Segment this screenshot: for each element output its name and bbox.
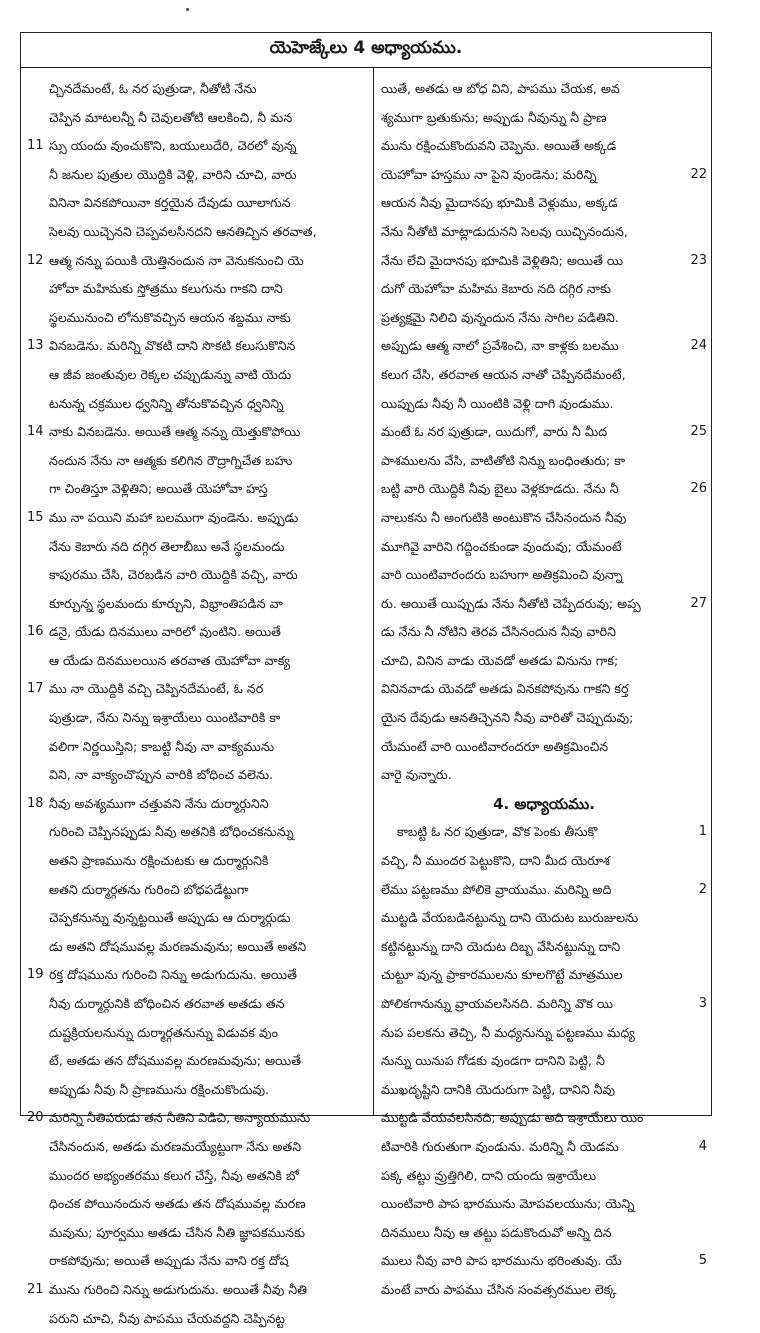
line-text: లేము పట్టణము పోలికె వ్రాయుము. మరిన్ని అది [381,881,612,897]
line-text: మరిన్ని నీతిపరుడు తన నీతిని విడిచి, అన్యాయమును [49,1110,311,1126]
text-line [27,533,367,562]
line-text: నేను కెబారు నది దగ్గిర తెలాబీబు అనే స్థలమందు [49,538,285,554]
line-text: నందున నేను నా ఆత్మకు కలిగిన రౌద్రాగ్నిచేత బహు [49,452,293,468]
verse-number: 11 [27,138,44,154]
text-line [381,1104,707,1133]
line-text: వినబడెను. మరిన్ని వొకటి దాని సొకటి కలుసుకొనిన [49,338,296,354]
line-text: డనై, యేడు దినములు వారిలో వుంటిని. అయితే [49,624,281,640]
text-line [27,161,367,190]
line-text: నీ జనుల పుత్రుల యొద్దికి వెళ్లి, వారిని చూచి, వారు [49,166,297,182]
text-line [27,75,367,104]
text-line [381,75,707,104]
text-line [27,247,367,276]
line-text: డు నేను నీ నోటిని తెరవ చేసినందున నీవు వారిని [381,624,616,640]
verse-number: 16 [27,624,44,640]
text-line [381,561,707,590]
text-line [27,1162,367,1191]
text-line [381,904,707,933]
text-line [27,504,367,533]
verse-number: 25 [690,424,707,440]
line-text: విని, నా వాక్యంచొప్పున వారికి బోధించ వలెను. [49,767,274,783]
text-line [381,132,707,161]
text-line [27,618,367,647]
text-line [27,933,367,962]
line-text: ముట్టడి వేయబడినట్టున్ను దాని యెదుట బురుజులను [381,910,639,926]
verse-number: 22 [690,166,707,182]
text-line [27,675,367,704]
line-text: యిప్పుడు నీవు నీ యింటికి వెళ్లి దాగి వుండుము. [381,395,614,411]
line-text: యేమంటే వారి యింటివారందరూ అతిక్రమించిన [381,738,609,754]
line-text: వారై వున్నారు. [381,767,452,783]
line-text: చ్చినదేమంటే, ఓ నర పుత్రుడా, నీతోటి నేను [49,81,257,96]
line-text: చూచి, వినిన వాడు యెవడో అతడు వినును గాక; [381,652,619,668]
line-text: వారి యింటివారందరు బహుగా అతిక్రమించి వున్నా [381,567,623,583]
verse-number: 5 [698,1253,707,1269]
verse-number: 17 [27,681,44,697]
text-line [381,189,707,218]
text-line [381,675,707,704]
line-text: దుగో యెహోవా మహిమ కెబారు నది దగ్గిర నాకు [381,281,611,297]
text-line [27,561,367,590]
line-text: రాకపోవును; అయితే అప్పుడు నేను వాని రక్త దోష [49,1253,289,1269]
verse-number: 20 [27,1110,44,1126]
book-page [20,32,712,1326]
line-text: రు. అయితే యిప్పుడు నేను నీతోటి చెప్పేదరువు; అప్ప [381,595,641,611]
line-text: నాలుకను నీ అంగుటికి అంటుకొన చేసినందున నీవు [381,509,627,525]
text-line [381,418,707,447]
line-text: ముట్టడి వేయవలసినది; అప్పుడు అది ఇశ్రాయేలు యిం [381,1110,644,1126]
text-line [381,104,707,133]
text-line [381,590,707,619]
text-line [27,818,367,847]
line-text: ముందర అభ్యంతరము కలుగ చేస్తే, నీవు అతనికి బో [49,1167,299,1183]
verse-number: 2 [698,881,707,897]
line-text: కూర్చున్న స్థలమందు కూర్చుని, విభ్రాంతిపడిన వా [49,595,283,611]
line-text: వచ్చి, నీ ముందర పెట్టుకొని, దాని మీద యెరూశ [381,853,610,869]
line-text: నుప పలకను తెచ్చి, నీ మధ్యనున్ను పట్టణము మధ్య [381,1024,635,1040]
text-line [27,733,367,762]
left-column [27,75,367,1333]
line-text: నీవు అవశ్యముగా చత్తువని నేను దుర్మార్గునిని [49,795,269,811]
line-text: నాకు వినబడెను. అయితే ఆత్మ నన్ను యెత్తుకొపోయి [49,424,301,440]
line-text: చెప్పకనున్ను వున్నట్టయితే అప్పుడు ఆ దుర్మార్గుడు [49,910,291,926]
line-text: వలిగా నిర్ణయిస్తిని; కాబట్టి నీవు నా వాక్యమును [49,738,275,754]
text-line [27,761,367,790]
print-speck [186,8,189,11]
text-line [381,1247,707,1276]
line-text: శ్యముగా బ్రతుకును; అప్పుడు నీవున్ను నీ ప్రాణ [381,109,607,125]
text-line [27,1133,367,1162]
text-line [27,447,367,476]
text-line [27,1219,367,1248]
line-text: అప్పుడు ఆత్మ నాలో ప్రవేశించి, నా కాళ్లకు బలము [381,338,619,354]
text-line [27,1019,367,1048]
line-text: ఆత్మ నన్ను పయికి యెత్తినందున నా వెనుకనుంచి యె [49,252,304,268]
text-line [381,1190,707,1219]
text-line [381,618,707,647]
line-text: ధించక పోయినందున అతడు తన దోషమువల్ల మరణ [49,1196,306,1212]
line-text: పుత్రుడా, నేను నిన్ను ఇశ్రాయేలు యింటివారికి కా [49,710,281,726]
line-text: చుట్టూ వున్న ప్రాకారములను కూలగొట్టే మాత్రముల [381,967,623,983]
line-text: మవును; పూర్వము అతడు చేసిన నీతి జ్ఞాపకమునకు [49,1224,306,1240]
text-line [381,733,707,762]
text-line [381,1162,707,1191]
page-header [21,33,711,68]
text-line [27,304,367,333]
text-line [27,1276,367,1305]
verse-number: 1 [698,824,707,840]
line-text: ము నా పయిని మహా బలముగా వుండెను. అప్పుడు [49,509,299,525]
verse-number: 21 [27,1281,44,1297]
text-line [381,1133,707,1162]
line-text: నేను నీతోటి మాట్లాడుదునని సెలవు యిచ్చినందున, [381,223,628,239]
text-line [381,1047,707,1076]
text-line [381,218,707,247]
text-line [27,390,367,419]
text-line [381,761,707,790]
line-text: దినములు నీవు ఆ తట్టు పడుకొందువో అన్ని దిన [381,1224,612,1240]
line-text: ముఖదృష్టిని దానికి యెదురుగా పెట్టి, దానిని నీవు [381,1081,616,1097]
line-text: వినినా వినకపోయినా కర్తయైన దేవుడు యీలాగున [49,195,291,211]
verse-number: 19 [27,967,44,983]
line-text: యితే, అతడు ఆ బోధ విని, పాపము చేయక, అవ [381,81,620,96]
line-text: స్థలమునుంచి లోనుకొవచ్చిన ఆయన శబ్దము నాకు [49,309,291,325]
line-text: అతని దుర్మార్గతను గురించి బోధపడేట్టుగా [49,881,249,897]
line-text: ఆ జీవ జంతువుల రెక్కల చప్పుడున్ను వాటి యెదు [49,366,292,382]
text-line [381,876,707,905]
right-column-chapter3-text [381,75,707,790]
line-text: ఆ యేడు దినములయిన తరవాత యెహోవా వాక్య [49,652,290,668]
right-column [381,75,707,1305]
text-line [27,590,367,619]
line-text: మూగివై వారిని గద్దించకుండా వుందువు; యేమంటే [381,538,622,554]
text-line [27,132,367,161]
line-text: స్సు యందు వుంచుకొని, బయులుదేరి, చెరలో వున్న [49,138,297,154]
text-line [27,218,367,247]
line-text: అప్పుడు నీవు నీ ప్రాణమును రక్షించుకొందువు. [49,1081,270,1097]
right-column-chapter4-text [381,818,707,1304]
line-text: వినినవాడు యెవడో అతడు వినకపోవును గాకని కర్త [381,681,629,697]
text-line [27,1305,367,1333]
line-text: యెహోవా హస్తము నా పైని వుండెను; మరిన్ని [381,166,597,182]
text-line [27,1247,367,1276]
line-text: గురించి చెప్పినప్పుడు నీవు అతనికి బోధించకనున్ను [49,824,294,840]
text-line [27,418,367,447]
text-line [381,447,707,476]
line-text: కట్టినట్టున్ను దాని యెదుట దిబ్బ వేసినట్టున్ను దాని [381,938,621,954]
page-title: యెహెజ్కేలు 4 అధ్యాయము. [269,38,463,58]
line-text: టే, అతడు తన దోషమువల్ల మరణమవును; అయితే [49,1053,302,1069]
text-line [381,161,707,190]
verse-number: 3 [698,996,707,1011]
text-line [381,533,707,562]
verse-number: 12 [27,252,44,268]
text-line [381,990,707,1019]
line-text: డు అతని దోషమువల్ల మరణమవును; అయితే అతని [49,938,307,954]
line-text: దుష్టక్రియలనున్ను దుర్మార్గతనున్ను విడువక వుం [49,1024,278,1040]
line-text: పాశములను వేసి, వాటితోటి నిన్ను బంధింతురు; కా [381,452,626,468]
line-text: నున్ను యినుప గోడకు వుండగా దానిని పెట్టి, నీ [381,1053,605,1069]
line-text: ము నా యొద్దికి వచ్చి చెప్పినదేమంటే, ఓ నర [49,681,264,697]
text-line [381,1076,707,1105]
line-text: కలుగ చేసి, తరవాత ఆయన నాతో చెప్పినదేమంటే, [381,366,626,382]
text-line [381,961,707,990]
text-line [381,504,707,533]
text-line [381,1276,707,1305]
text-line [27,961,367,990]
line-text: చేసినందున, అతడు మరణమయ్యేట్టుగా నేను అతని [49,1138,302,1154]
line-text: పరుని చూచి, నీవు పాపము చేయవద్దని చెప్పినట్ట [49,1310,286,1326]
text-line [27,332,367,361]
line-text: ములు నీవు వారి పాప భారమును భరింతువు. యే [381,1253,622,1269]
line-text: బట్టి వారి యొద్దికి నీవు బైలు వెళ్లకూడదు. నేను నీ [381,481,619,497]
line-text: మంటే వారు పాపము చేసిన సంవత్సరముల లెక్క [381,1281,617,1297]
verse-number: 4 [698,1138,707,1154]
verse-number: 18 [27,795,44,811]
line-text: ఆయన నీవు మైదానపు భూమికి వెళ్లుము, అక్కడ [381,195,618,211]
line-text: చెప్పిన మాటలన్నీ నీ చెవులతోటి ఆలకించి, నీ మన [49,109,293,125]
line-text: హోవా మహిమకు స్తోత్రము కలుగును గాకని దాని [49,281,283,297]
line-text: మును రక్షించుకొందువని చెప్పెను. అయితే అక్కడ [381,138,617,154]
line-text: టివారికి గురుతుగా వుండును. మరిన్ని నీ యెడమ [381,1138,619,1154]
verse-number: 27 [690,595,707,611]
column-divider [373,67,374,1115]
line-text: కాబట్టి ఓ నర పుత్రుడా, వొక పెంకు తీసుకొ [397,824,598,840]
text-line [381,704,707,733]
text-line [27,647,367,676]
verse-number: 26 [690,481,707,497]
line-text: పక్క తట్టు వ్రుత్తిగిలి, దాని యందు ఇశ్రాయేలు [381,1167,597,1183]
text-line [381,847,707,876]
line-text: కాపురము చేసి, చెరబడిన వారి యొద్దికి వచ్చి, వారు [49,567,298,583]
text-line [27,1190,367,1219]
text-line [381,1219,707,1248]
line-text: మును గురించి నిన్ను అడుగుదును. అయితే నీవు నీతి [49,1281,308,1297]
text-line [27,847,367,876]
verse-number: 23 [690,252,707,268]
line-text: ప్రత్యక్షమై నిలిచి వున్నందున నేను సాగిల పడితిని. [381,309,619,325]
text-line [381,304,707,333]
verse-number: 13 [27,338,44,354]
text-line [27,876,367,905]
text-line [27,275,367,304]
text-line [27,1104,367,1133]
line-text: పోలికగానున్ను వ్రాయవలసినది. మరిన్ని వొక యి [381,996,614,1011]
text-line [381,332,707,361]
verse-number: 14 [27,424,44,440]
line-text: టనున్న చక్రముల ధ్వనిన్ని తోనుకొవచ్చిన ధ్వనిన్ని [49,395,284,411]
line-text: రక్త దోషమును గురించి నిన్ను అడుగుదును. అయితే [49,967,297,983]
line-text: మంటే ఓ నర పుత్రుడా, యిదుగో, వారు నీ మీద [381,424,608,440]
text-line [27,104,367,133]
line-text: యింటివారి పాప భారమును మోపవలయును; యెన్ని [381,1196,635,1212]
text-line [27,1047,367,1076]
text-line [381,647,707,676]
text-line [381,933,707,962]
text-line [27,904,367,933]
text-line [27,790,367,819]
text-line [27,704,367,733]
chapter-heading: 4. అధ్యాయము. [493,794,595,813]
line-text: యైన దేవుడు ఆనతిచ్చెనని నీవు వారితో చెప్పుదువు; [381,710,634,726]
text-line [381,275,707,304]
text-line [27,1076,367,1105]
text-line [381,390,707,419]
text-line [381,247,707,276]
line-text: గా చింతిస్తూ వెళ్లితిని; అయితే యెహోవా హస్త [49,481,268,497]
text-line [381,818,707,847]
text-line [381,361,707,390]
text-line [27,189,367,218]
verse-number: 15 [27,509,44,525]
line-text: అతని ప్రాణమును రక్షించుటకు ఆ దుర్మార్గునికి [49,853,269,869]
text-line [381,1019,707,1048]
text-line [27,990,367,1019]
text-line [27,475,367,504]
line-text: నేను లేచి మైదానపు భూమికి వెళ్లితిని; అయితే యి [381,252,624,268]
text-line [27,361,367,390]
text-line [381,475,707,504]
line-text: సెలవు యిచ్చెనని చెప్పవలసినదని ఆనతిచ్చిన తరవాత, [49,223,317,239]
verse-number: 24 [690,338,707,354]
line-text: నీవు దుర్మార్గునికి బోధించిన తరవాత అతడు తన [49,996,285,1011]
